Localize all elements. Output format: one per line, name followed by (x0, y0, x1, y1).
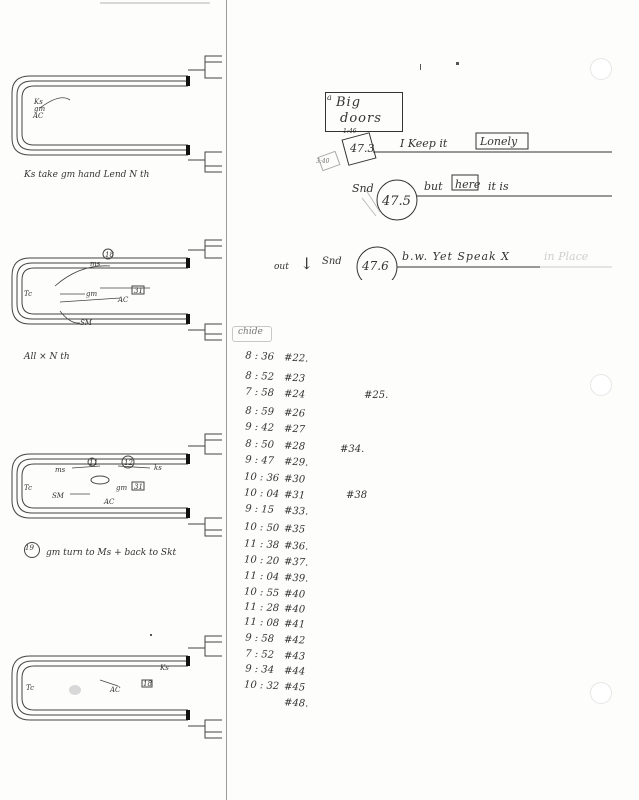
timing-row: 8 : 59 #26 (244, 405, 306, 420)
stage4-tc-label: Tc (26, 684, 35, 692)
stray-mark (420, 64, 421, 70)
stage-diagram-1 (0, 48, 226, 198)
side-scene-number-c: #38 (346, 490, 368, 501)
stage3-circled-number-2: 12 (124, 459, 133, 467)
timing-row: 10 : 55 #40 (243, 586, 306, 601)
stage4-ac-label: AC (110, 686, 121, 694)
stage2-boxed-number: 31 (134, 287, 143, 295)
stage3-caption-number: 19 (25, 544, 34, 552)
timing-row: 10 : 50 #35 (243, 521, 306, 536)
timing-row: 8 : 36 #22. (244, 350, 309, 365)
big-doors-prefix: a (327, 93, 332, 102)
stage-plan-3 (0, 428, 226, 558)
cue-out: out (274, 262, 289, 272)
stage4-boxed-number: 18 (143, 680, 152, 688)
timing-row: 10 : 36 #30 (243, 471, 306, 486)
binder-hole-bottom (590, 682, 612, 704)
stage-plan-4 (0, 630, 226, 740)
side-scene-number-a: #25. (364, 390, 389, 401)
stage2-circled-number: 18 (105, 251, 114, 259)
cue-line-2-here: here (455, 178, 481, 191)
timing-row: 11 : 28 #40 (243, 601, 306, 616)
stage3-tc-label: Tc (24, 484, 33, 492)
timing-row: 9 : 58 #42 (244, 632, 306, 647)
stage2-tc-label: Tc (24, 290, 33, 298)
timing-row: 10 : 20 #37. (243, 554, 309, 569)
timing-row: 8 : 52 #23 (244, 370, 306, 385)
cue-mark-47-6: 47.6 (362, 259, 389, 273)
timing-row: 7 : 52 #43 (244, 648, 306, 663)
stray-mark (150, 634, 152, 636)
stage3-sm-label: SM (52, 492, 64, 500)
stage3-ms-label: ms (55, 466, 66, 474)
big-doors-line2: doors (340, 111, 382, 126)
timing-row: #48. (283, 697, 309, 710)
timing-row: 9 : 42 #27 (244, 421, 306, 436)
stage4-ks-label: Ks (160, 664, 169, 672)
cue-47-3-side-note: 1:46 (343, 128, 357, 135)
big-doors-line1: Big (336, 95, 362, 110)
stage2-caption: All × N th (24, 352, 70, 362)
top-edge-mark (100, 2, 210, 4)
timing-row: 11 : 38 #36. (243, 538, 309, 553)
timing-row: 10 : 32 #45 (243, 679, 306, 694)
stage3-gm-label: gm (116, 484, 128, 492)
cue-down-arrow: ↓ (300, 254, 314, 273)
timing-row: 9 : 34 #44 (244, 663, 306, 678)
stage2-ms-label: ms (90, 260, 101, 268)
cue-line-3: b.w. Yet Speak X (402, 250, 511, 263)
stage2-ac-label: AC (118, 296, 129, 304)
stage1-gm-label: gm (34, 105, 46, 113)
timing-row: 9 : 47 #29. (244, 454, 309, 469)
stage2-gm-label: gm (86, 290, 98, 298)
stage3-ks-label: ks (154, 464, 162, 472)
binder-hole-middle (590, 374, 612, 396)
stage3-ac-label: AC (104, 498, 115, 506)
timing-row: 11 : 08 #41 (243, 616, 306, 631)
binder-hole-top (590, 58, 612, 80)
stage3-caption: gm turn to Ms + back to Skt (46, 548, 177, 558)
stray-mark (456, 62, 459, 65)
stage3-circled-number-1: 11 (89, 459, 98, 467)
cue-snd-1: Snd (352, 182, 374, 195)
cue-mark-47-5: 47.5 (382, 194, 411, 209)
stage2-sm-label: SM (80, 319, 92, 327)
stage-diagram-3 (0, 428, 226, 578)
chide-label: chide (238, 327, 263, 337)
cue-line-2b: it is (488, 180, 509, 193)
cue-47-3-side-note-2: 3:40 (316, 158, 330, 165)
stage-diagram-4 (0, 630, 226, 740)
stage1-ac-label: AC (33, 112, 44, 120)
cue-line-1: I Keep it (400, 137, 448, 150)
stage1-caption: Ks take gm hand Lend N th (24, 170, 150, 180)
timing-row: 11 : 04 #39. (243, 570, 309, 585)
timing-row: 7 : 58 #24 (244, 386, 306, 401)
cue-line-3-faint: in Place (544, 250, 589, 263)
page-fold-line (226, 0, 227, 800)
stage1-ks-label: Ks (34, 98, 43, 106)
cue-line-2a: but (424, 180, 443, 193)
cue-mark-47-3: 47.3 (350, 142, 375, 155)
stage-diagram-2 (0, 236, 226, 376)
cue-snd-2: Snd (322, 256, 342, 267)
timing-row: 9 : 15 #33. (244, 503, 309, 518)
timing-row: 10 : 04 #31 (243, 487, 306, 502)
cue-lonely: Lonely (480, 135, 518, 148)
side-scene-number-b: #34. (340, 444, 365, 455)
timing-row: 8 : 50 #28 (244, 438, 306, 453)
stage3-boxed-number: 31 (134, 483, 143, 491)
